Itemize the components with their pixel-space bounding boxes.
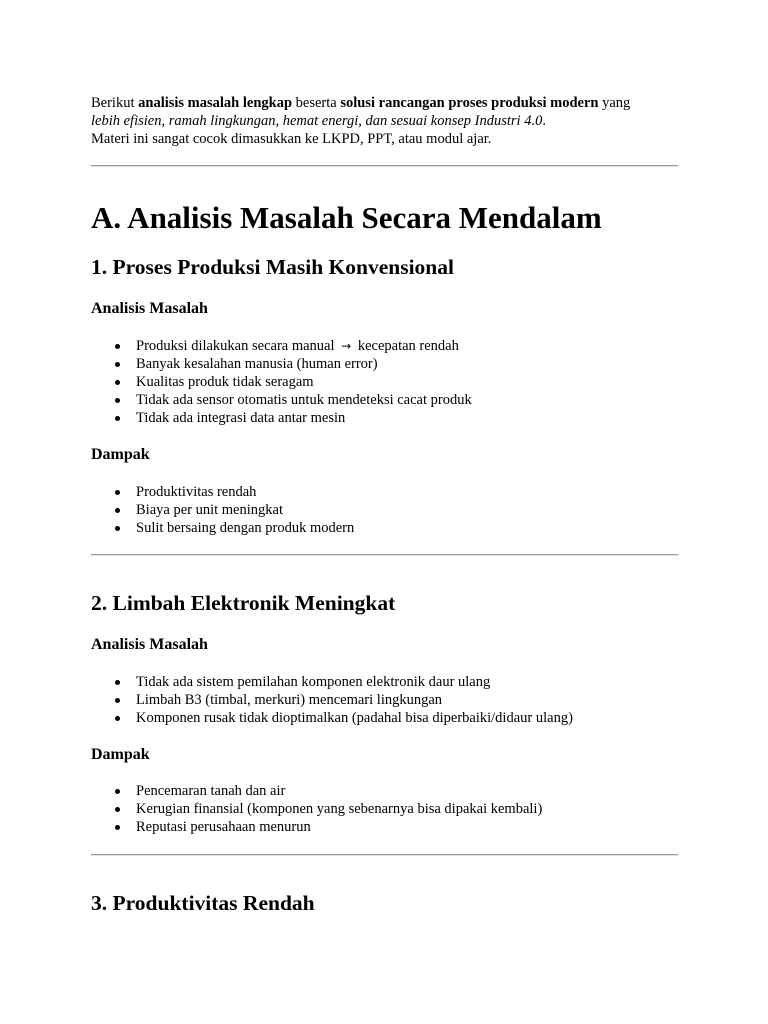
list-item-text: Tidak ada sistem pemilahan komponen elektronik daur ulang	[136, 674, 491, 690]
list-item	[91, 782, 542, 800]
list-item-text: Tidak ada integrasi data antar mesin	[136, 410, 346, 426]
right-arrow-icon: →	[341, 339, 352, 353]
list-item-text: Produksi dilakukan secara manual	[136, 338, 335, 354]
intro-italic: lebih efisien, ramah lingkungan, hemat energi, dan sesuai konsep Industri 4.0	[91, 113, 543, 129]
bullet-icon	[115, 716, 120, 721]
bullet-icon	[115, 807, 120, 812]
list-item-text: Komponen rusak tidak dioptimalkan (padahal bisa diperbaiki/didaur ulang)	[136, 710, 573, 726]
subsection-1-title: 1. Proses Produksi Masih Konvensional	[91, 255, 454, 279]
intro-bold-1: analisis masalah lengkap	[138, 95, 293, 111]
intro-period: .	[542, 113, 546, 129]
list-item	[91, 483, 354, 501]
section-a-title: A. Analisis Masalah Secara Mendalam	[91, 200, 602, 235]
intro-text-1: Berikut	[91, 95, 139, 111]
list-item-text: Kualitas produk tidak seragam	[136, 374, 314, 390]
sub1-analysis-label: Analisis Masalah	[91, 300, 208, 317]
bullet-icon	[115, 344, 120, 349]
bullet-icon	[115, 526, 120, 531]
bullet-icon	[115, 416, 120, 421]
list-item-text: Sulit bersaing dengan produk modern	[136, 520, 355, 536]
list-item-text: Kerugian finansial (komponen yang sebenarnya bisa dipakai kembali)	[136, 801, 543, 817]
intro-paragraph	[91, 94, 679, 148]
list-item	[91, 691, 573, 709]
intro-line-3: Materi ini sangat cocok dimasukkan ke LKPD, PPT, atau modul ajar.	[91, 131, 492, 147]
list-item	[91, 709, 573, 727]
sub2-analysis-list	[91, 673, 573, 727]
list-item-text: Reputasi perusahaan menurun	[136, 819, 311, 835]
bullet-icon	[115, 789, 120, 794]
list-item-text: Biaya per unit meningkat	[136, 502, 283, 518]
list-item-text: kecepatan rendah	[357, 338, 459, 354]
list-item	[91, 800, 542, 818]
subsection-2-title: 2. Limbah Elektronik Meningkat	[91, 591, 396, 615]
list-item-text: Tidak ada sensor otomatis untuk mendeteksi cacat produk	[136, 392, 472, 408]
horizontal-divider	[91, 554, 678, 556]
subsection-3-title: 3. Produktivitas Rendah	[91, 891, 315, 915]
intro-line-2	[91, 112, 679, 130]
sub1-impact-label: Dampak	[91, 446, 150, 463]
intro-bold-2: solusi rancangan proses produksi modern	[340, 95, 599, 111]
bullet-icon	[115, 490, 120, 495]
sub2-impact-list	[91, 782, 542, 836]
bullet-icon	[115, 680, 120, 685]
list-item-text: Banyak kesalahan manusia (human error)	[136, 356, 378, 372]
list-item	[91, 673, 573, 691]
bullet-icon	[115, 362, 120, 367]
intro-line-1	[91, 94, 679, 112]
list-item	[91, 501, 354, 519]
bullet-icon	[115, 508, 120, 513]
sub2-analysis-label: Analisis Masalah	[91, 636, 208, 653]
list-item	[91, 519, 354, 537]
bullet-icon	[115, 698, 120, 703]
list-item-text: Pencemaran tanah dan air	[136, 783, 286, 799]
intro-text-3: yang	[598, 95, 631, 111]
bullet-icon	[115, 825, 120, 830]
list-item	[91, 391, 472, 409]
horizontal-divider	[91, 165, 678, 167]
list-item-text: Limbah B3 (timbal, merkuri) mencemari lingkungan	[136, 692, 443, 708]
list-item	[91, 337, 472, 355]
list-item	[91, 818, 542, 836]
sub2-impact-label: Dampak	[91, 746, 150, 763]
list-item	[91, 373, 472, 391]
bullet-icon	[115, 398, 120, 403]
list-item-text: Produktivitas rendah	[136, 484, 257, 500]
list-item	[91, 355, 472, 373]
horizontal-divider	[91, 854, 678, 856]
intro-text-2: beserta	[292, 95, 341, 111]
sub1-impact-list	[91, 483, 354, 537]
sub1-analysis-list	[91, 337, 472, 427]
bullet-icon	[115, 380, 120, 385]
list-item	[91, 409, 472, 427]
